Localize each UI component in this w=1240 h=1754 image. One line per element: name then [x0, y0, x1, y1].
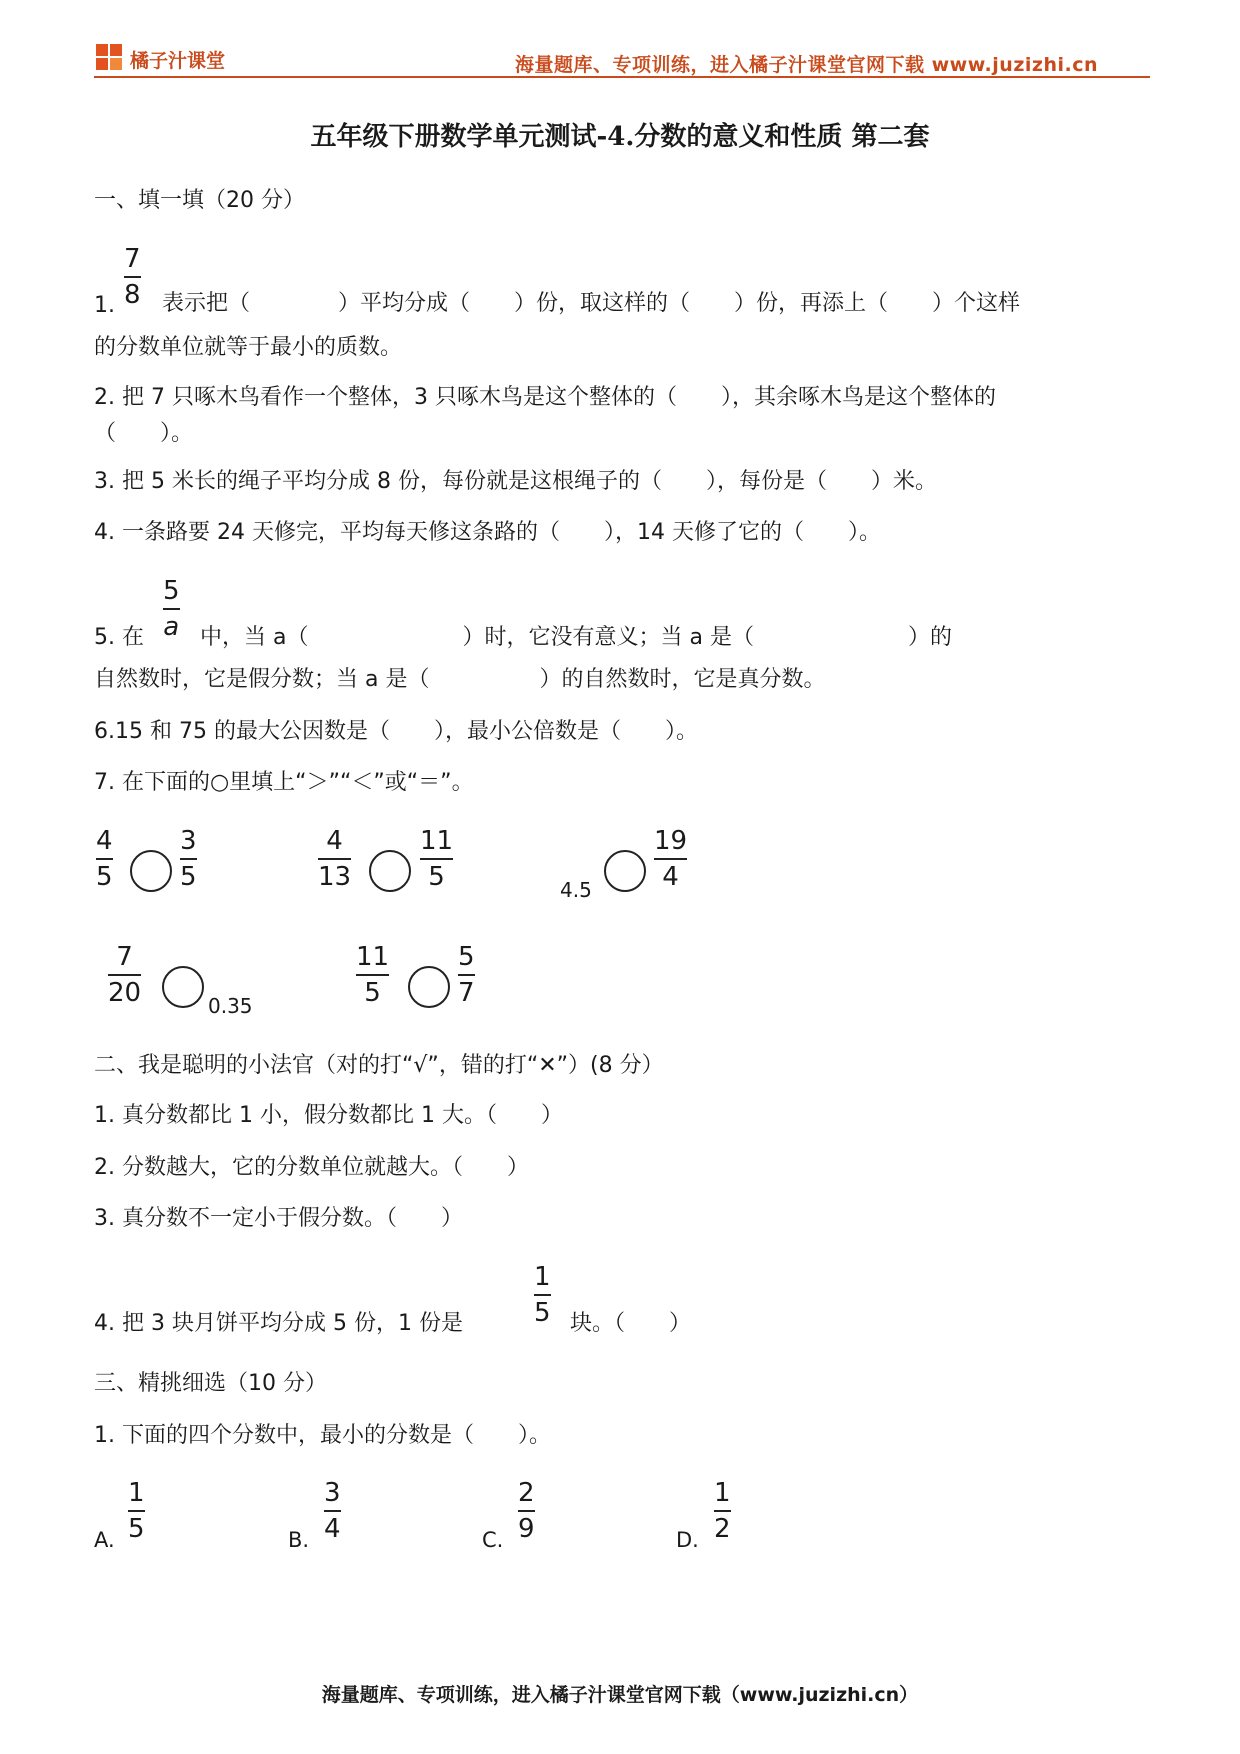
cmp4-right-value: 0.35 [208, 994, 253, 1018]
cmp3-right [654, 826, 687, 892]
page-footer: 海量题库、专项训练，进入橘子汁课堂官网下载（www.juzizhi.cn） [321, 1684, 919, 1706]
q5-line1: 中，当 a（ ）时，它没有意义；当 a 是（ ）的 [200, 625, 952, 650]
option-a-num: 1 [128, 1478, 145, 1508]
fraction-bar [654, 858, 687, 860]
option-d-num: 1 [714, 1478, 731, 1508]
s2-q4-prefix: 4. 把 3 块月饼平均分成 5 份，1 份是 [94, 1311, 463, 1336]
cmp5-right-den: 7 [458, 978, 475, 1008]
option-b-fraction [324, 1478, 341, 1544]
q4-text: 4. 一条路要 24 天修完，平均每天修这条路的（ ），14 天修了它的（ ）。 [94, 520, 881, 545]
cmp2-right [420, 826, 453, 892]
cmp2-right-den: 5 [428, 862, 445, 892]
option-a-label[interactable]: A. [94, 1528, 115, 1552]
fraction-bar [518, 1510, 535, 1512]
s2-q2: 2. 分数越大，它的分数单位就越大。（ ） [94, 1155, 529, 1180]
option-a-den: 5 [128, 1514, 145, 1544]
s2-q4-suffix: 块。（ ） [570, 1311, 692, 1336]
q1-fraction-den: 8 [124, 280, 141, 310]
q5-line2: 自然数时，它是假分数；当 a 是（ ）的自然数时，它是真分数。 [94, 667, 826, 692]
section2-heading: 二、我是聪明的小法官（对的打“√”，错的打“✕”）(8 分） [94, 1053, 664, 1078]
compare-circle-1[interactable] [130, 850, 172, 892]
s2-q4-fraction-num: 1 [534, 1262, 551, 1292]
q1-number: 1. [94, 293, 115, 318]
option-c-num: 2 [518, 1478, 535, 1508]
cmp3-left-value: 4.5 [560, 878, 592, 902]
cmp1-right-num: 3 [180, 826, 197, 856]
option-d-den: 2 [714, 1514, 731, 1544]
cmp3-right-num: 19 [654, 826, 688, 856]
fraction-bar [458, 974, 475, 976]
fraction-bar [124, 276, 141, 278]
fraction-bar [180, 858, 197, 860]
s2-q4-fraction-den: 5 [534, 1298, 551, 1328]
q6-text: 6.15 和 75 的最大公因数是（ ），最小公倍数是（ ）。 [94, 719, 698, 744]
cmp5-left-num: 11 [356, 942, 390, 972]
cmp5-left-den: 5 [364, 978, 381, 1008]
cmp3-right-den: 4 [662, 862, 679, 892]
cmp1-right-den: 5 [180, 862, 197, 892]
cmp2-right-num: 11 [420, 826, 454, 856]
option-c-label[interactable]: C. [482, 1528, 504, 1552]
cmp1-left-den: 5 [96, 862, 113, 892]
q5-fraction [163, 576, 180, 642]
option-b-num: 3 [324, 1478, 341, 1508]
fraction-bar [108, 974, 141, 976]
fraction-bar [420, 858, 453, 860]
q5-prefix: 5. 在 [94, 625, 144, 650]
fraction-bar [163, 608, 180, 610]
logo-text: 橘子汁课堂 [130, 50, 226, 72]
q1-line1: 表示把（ ）平均分成（ ）份，取这样的（ ）份，再添上（ ）个这样 [162, 291, 1021, 316]
cmp2-left-num: 4 [326, 826, 343, 856]
q5-fraction-den: a [163, 612, 180, 642]
s2-q3: 3. 真分数不一定小于假分数。（ ） [94, 1206, 463, 1231]
fraction-bar [96, 858, 113, 860]
compare-circle-4[interactable] [162, 966, 204, 1008]
q2-line2: （ ）。 [94, 421, 194, 446]
fraction-bar [356, 974, 389, 976]
cmp5-right-num: 5 [458, 942, 475, 972]
fraction-bar [128, 1510, 145, 1512]
option-c-den: 9 [518, 1514, 535, 1544]
compare-circle-5[interactable] [408, 966, 450, 1008]
q3-text: 3. 把 5 米长的绳子平均分成 8 份，每份就是这根绳子的（ ），每份是（ ）米。 [94, 469, 937, 494]
option-b-label[interactable]: B. [288, 1528, 310, 1552]
cmp2-left-den: 13 [318, 862, 352, 892]
q7-text: 7. 在下面的○里填上“＞”“＜”或“＝”。 [94, 770, 474, 795]
option-b-den: 4 [324, 1514, 341, 1544]
cmp5-right [458, 942, 475, 1008]
option-d-fraction [714, 1478, 731, 1544]
option-d-label[interactable]: D. [676, 1528, 699, 1552]
cmp4-left-den: 20 [108, 978, 142, 1008]
q5-fraction-num: 5 [163, 576, 180, 606]
q1-line2: 的分数单位就等于最小的质数。 [94, 335, 403, 360]
fraction-bar [714, 1510, 731, 1512]
s3-q1: 1. 下面的四个分数中，最小的分数是（ ）。 [94, 1423, 551, 1448]
q1-fraction [124, 244, 141, 310]
cmp4-left [108, 942, 141, 1008]
page-title: 五年级下册数学单元测试-4.分数的意义和性质 第二套 [310, 122, 930, 152]
logo-icon [96, 44, 122, 70]
section1-heading: 一、填一填（20 分） [94, 188, 305, 213]
q2-line1: 2. 把 7 只啄木鸟看作一个整体，3 只啄木鸟是这个整体的（ ），其余啄木鸟是这个整体的 [94, 385, 996, 410]
fraction-bar [318, 858, 351, 860]
option-a-fraction [128, 1478, 145, 1544]
s2-q1: 1. 真分数都比 1 小，假分数都比 1 大。（ ） [94, 1103, 563, 1128]
cmp5-left [356, 942, 389, 1008]
cmp1-right [180, 826, 197, 892]
fraction-bar [324, 1510, 341, 1512]
q1-fraction-num: 7 [124, 244, 141, 274]
cmp2-left [318, 826, 351, 892]
header-slogan[interactable]: 海量题库、专项训练，进入橘子汁课堂官网下载 www.juzizhi.cn [515, 54, 1098, 76]
compare-circle-3[interactable] [604, 850, 646, 892]
compare-circle-2[interactable] [369, 850, 411, 892]
fraction-bar [534, 1294, 551, 1296]
cmp1-left-num: 4 [96, 826, 113, 856]
section3-heading: 三、精挑细选（10 分） [94, 1371, 327, 1396]
option-c-fraction [518, 1478, 535, 1544]
s2-q4-fraction [534, 1262, 551, 1328]
cmp1-left [96, 826, 113, 892]
header-divider [94, 76, 1150, 78]
cmp4-left-num: 7 [116, 942, 133, 972]
